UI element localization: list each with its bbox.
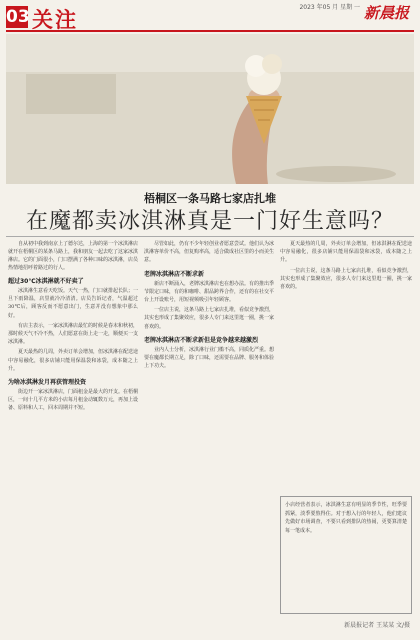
section-title: 关注 [32,7,78,32]
headline-rule [6,236,414,237]
byline: 新晨报记者 王某某 文/摄 [344,622,410,629]
page-number: 03 [6,7,30,27]
column-3 [280,240,412,293]
article-photo [6,34,414,184]
masthead-rule [6,30,414,32]
body-paragraph: 夏天最热的几周，外卖订单会增加，但冰淇淋在配送途中容易融化，很多店铺只能用保温袋和冰袋，成本随之上升。 [280,241,412,264]
body-paragraph: 街边开一家冰淇淋店，门面租金是最大的开支。在梧桐区，一间十几平方米的小店每月租金动辄数万元，再加上设备、原料和人工，回本周期并不短。 [8,389,139,412]
boxed-note: 小店经营者表示，冰淇淋生意有明显的季节性，旺季要抓紧，淡季要熬得住。对于想入行的年轻人，他们建议先做好市场调查，不要只看到排队的热闹，更要算清楚每一笔成本。 [280,496,412,614]
body-paragraph: 有店主表示，一家冰淇淋店最忙的时候是春末和秋初，那时候天气不冷不热，人们愿意在街上走一走，顺便买一支冰淇淋。 [8,322,139,346]
body-paragraph: 一位店主说，这条马路上七家店扎堆，看似竞争激烈，其实也形成了集聚效应，很多人专门来这里逛一圈，挑一家喜欢的。 [144,307,275,330]
section-heading: 老牌冰淇淋店不断求新但是竞争越来越激烈 [144,336,259,344]
dateline: 2023 年05 月 星期 一 [299,4,360,11]
article-lede: 自从初中我到南京上了德尔达，上海的第一个冰淇淋店就开在梧桐区的某条马路上，我和朋友一起去吃了这家冰淇淋店。它的门面很小，门口摆满了各种口味的冰淇淋，店员热情地招呼着路过的行人。 [8,241,139,271]
article-headline: 在魔都卖冰淇淋真是一门好生意吗？ [25,209,394,234]
column-2 [144,240,274,372]
section-heading: 超过30℃冰淇淋就不好卖了 [8,278,84,285]
article-subheadline: 梧桐区一条马路七家店扎堆 [144,192,276,205]
section-heading: 为啥冰淇淋发月再获管理投资 [8,379,87,387]
ice-cream-photo-icon [6,34,414,184]
body-paragraph: 业内人士分析，冰淇淋行业门槛不高，同质化严重。想要在魔都长期立足，除了口味，还需要在品牌、服务和体验上下功夫。 [144,346,275,370]
body-paragraph: 尽管如此，仍有不少年轻创业者愿意尝试。他们认为冰淇淋客单价不高，但复购率高，适合做成社区里的小而美生意。 [144,241,275,264]
newspaper-logo: 新晨报 [364,4,410,22]
body-paragraph: 一位店主说，这条马路上七家店扎堆，看似竞争激烈，其实也形成了集聚效应，很多人专门来这里逛一圈，挑一家喜欢的。 [280,267,412,291]
body-paragraph: 夏天最热的几周，外卖订单会增加，但冰淇淋在配送途中容易融化，很多店铺只能用保温袋和冰袋，成本随之上升。 [8,349,139,372]
section-heading: 老牌冰淇淋店不断求新 [144,270,205,278]
body-paragraph: 冰淇淋生意看天吃饭。天气一热，门口就排起长队；一旦下雨降温，店里就冷冷清清。店员告诉记者，气温超过30℃后，顾客反而不愿意出门，生意并没有想象中那么好。 [8,288,139,319]
column-1 [8,240,138,415]
body-paragraph: 新店不断涌入，老牌冰淇淋店也在想办法。有的推出季节限定口味，有的和咖啡、甜品跨界合作，还有的在社交平台上开设账号，用短视频吸引年轻顾客。 [144,280,275,304]
